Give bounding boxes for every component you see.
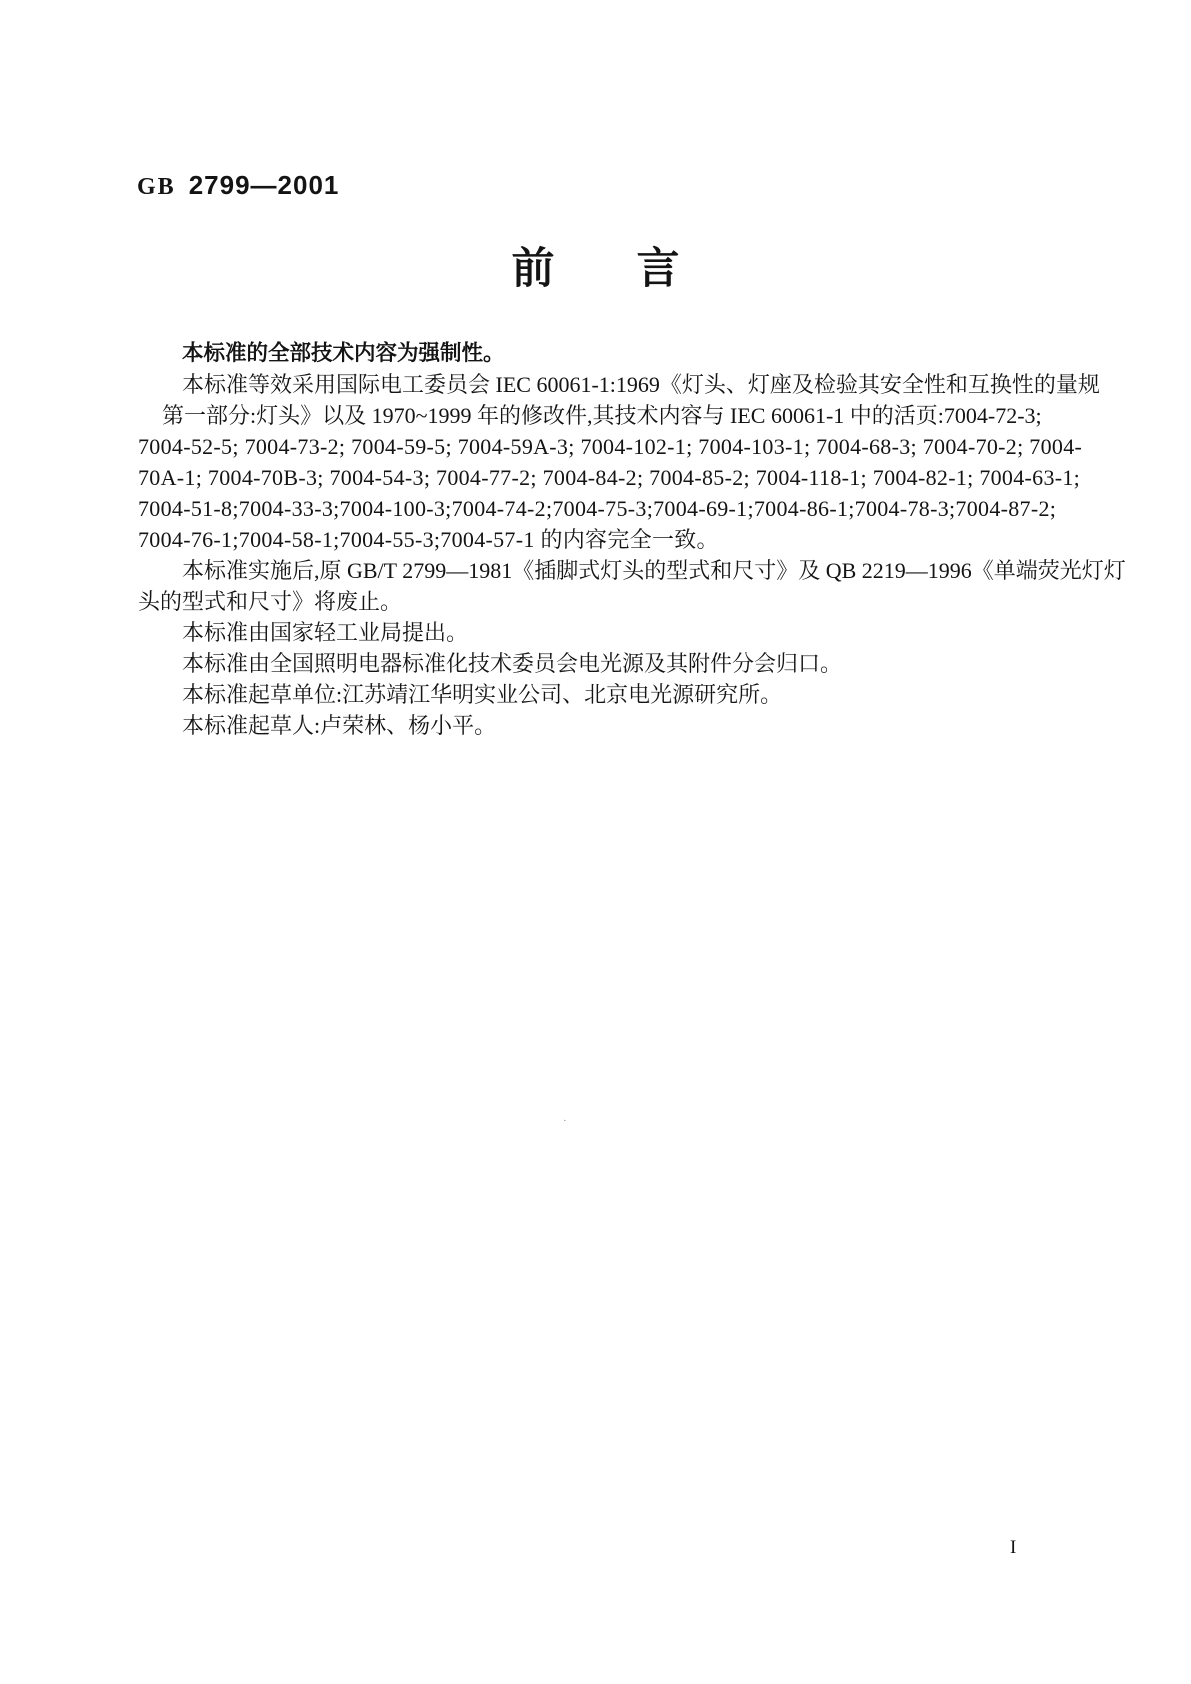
page-title-char-1: 前 <box>511 245 555 293</box>
page-title-char-2: 言 <box>636 245 680 293</box>
foreword-line: 本标准的全部技术内容为强制性。 <box>182 341 505 365</box>
foreword-line: 7004-52-5; 7004-73-2; 7004-59-5; 7004-59A-3; 7004-102-1; 7004-103-1; 7004-68-3; 7004-70-2; 7004- <box>138 434 1083 459</box>
scan-speck: · <box>563 1115 567 1127</box>
standard-code-number: 2799—2001 <box>188 170 340 200</box>
foreword-line: 7004-76-1;7004-58-1;7004-55-3;7004-57-1 的内容完全一致。 <box>138 527 719 552</box>
foreword-line: 第一部分:灯头》以及 1970~1999 年的修改件,其技术内容与 IEC 60061-1 中的活页:7004-72-3; <box>162 403 1042 428</box>
standard-code <box>137 170 339 201</box>
page-number: I <box>1010 1537 1017 1558</box>
foreword-line: 本标准由全国照明电器标准化技术委员会电光源及其附件分会归口。 <box>182 651 843 676</box>
foreword-line: 本标准等效采用国际电工委员会 IEC 60061-1:1969《灯头、灯座及检验其安全性和互换性的量规 <box>182 372 1100 397</box>
foreword-line: 本标准由国家轻工业局提出。 <box>182 620 469 645</box>
page-title <box>0 246 1191 293</box>
foreword-line: 头的型式和尺寸》将废止。 <box>138 589 403 614</box>
foreword-line: 本标准实施后,原 GB/T 2799—1981《插脚式灯头的型式和尺寸》及 QB 2219—1996《单端荧光灯灯 <box>182 558 1126 583</box>
foreword-body <box>138 338 1126 741</box>
foreword-line: 70A-1; 7004-70B-3; 7004-54-3; 7004-77-2; 7004-84-2; 7004-85-2; 7004-118-1; 7004-82-1; 7004-63-1; <box>138 465 1081 490</box>
foreword-line: 本标准起草人:卢荣林、杨小平。 <box>182 713 497 738</box>
foreword-line: 7004-51-8;7004-33-3;7004-100-3;7004-74-2;7004-75-3;7004-69-1;7004-86-1;7004-78-3;7004-87-2; <box>138 496 1057 521</box>
foreword-line: 本标准起草单位:江苏靖江华明实业公司、北京电光源研究所。 <box>182 682 783 707</box>
standard-code-prefix: GB <box>137 174 176 200</box>
